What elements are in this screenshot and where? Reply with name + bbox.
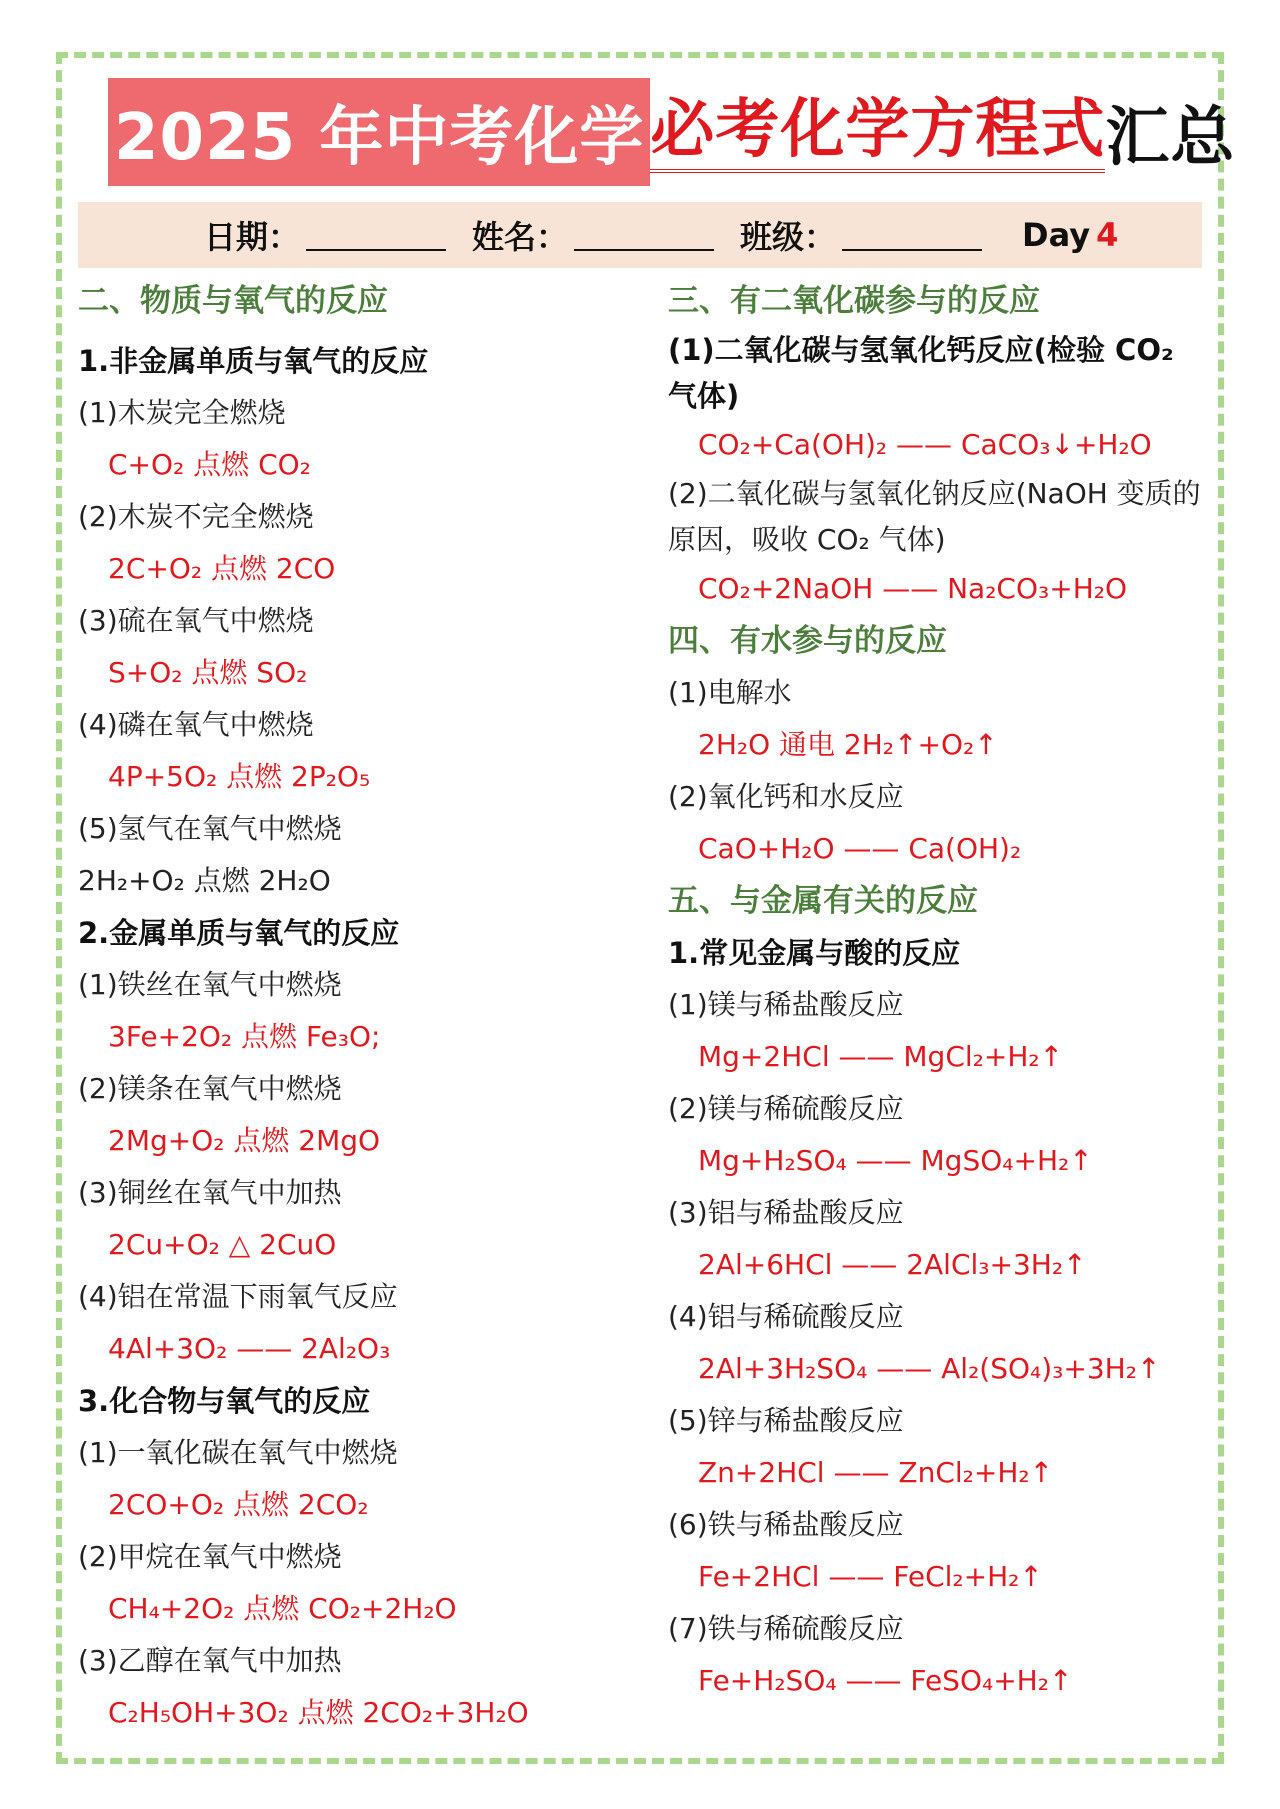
- reaction-label: (2)镁与稀硫酸反应: [668, 1092, 904, 1125]
- reaction-label: (3)乙醇在氧气中加热: [78, 1644, 342, 1677]
- subsection-heading: 1.常见金属与酸的反应: [668, 936, 961, 970]
- reaction-label: (2)木炭不完全燃烧: [78, 500, 314, 533]
- name-label: 姓名：: [472, 218, 569, 256]
- reaction-label: (3)铝与稀盐酸反应: [668, 1196, 904, 1229]
- section-heading: 四、有水参与的反应: [668, 623, 947, 659]
- equation: Zn+2HCl —— ZnCl₂+H₂↑: [698, 1456, 1054, 1489]
- reaction-label: (3)铜丝在氧气中加热: [78, 1176, 342, 1209]
- class-blank: [842, 219, 982, 251]
- reaction-label: (2)镁条在氧气中燃烧: [78, 1072, 342, 1105]
- equation: 2H₂+O₂ 点燃 2H₂O: [78, 864, 331, 897]
- reaction-label: (1)镁与稀盐酸反应: [668, 988, 904, 1021]
- reaction-label: (1)电解水: [668, 676, 792, 709]
- subsection-heading: 1.非金属单质与氧气的反应: [78, 344, 429, 378]
- equation: 2H₂O 通电 2H₂↑+O₂↑: [698, 728, 998, 761]
- title-part1: 2025 年中考化学: [108, 78, 650, 186]
- title-part3: 汇总: [1105, 101, 1236, 175]
- equation: 4Al+3O₂ —— 2Al₂O₃: [108, 1332, 391, 1365]
- equation: C+O₂ 点燃 CO₂: [108, 448, 311, 481]
- reaction-label: (4)铝在常温下雨氧气反应: [78, 1280, 398, 1313]
- equation: S+O₂ 点燃 SO₂: [108, 656, 308, 689]
- equation: 2C+O₂ 点燃 2CO: [108, 552, 336, 585]
- subsection-heading: 3.化合物与氧气的反应: [78, 1384, 371, 1418]
- reaction-label: (7)铁与稀硫酸反应: [668, 1612, 904, 1645]
- class-label: 班级：: [740, 218, 837, 256]
- equation: CH₄+2O₂ 点燃 CO₂+2H₂O: [108, 1592, 457, 1625]
- section-heading: 二、物质与氧气的反应: [78, 283, 388, 319]
- equation: CaO+H₂O —— Ca(OH)₂: [698, 832, 1022, 865]
- section-heading: 五、与金属有关的反应: [668, 883, 978, 919]
- reaction-label: (1)二氧化碳与氢氧化钙反应(检验 CO₂ 气体): [668, 333, 1174, 413]
- equation: 4P+5O₂ 点燃 2P₂O₅: [108, 760, 371, 793]
- info-bar: [78, 202, 1202, 268]
- equation: 2Al+6HCl —— 2AlCl₃+3H₂↑: [698, 1248, 1087, 1281]
- name-blank: [574, 219, 714, 251]
- equation: 2Al+3H₂SO₄ —— Al₂(SO₄)₃+3H₂↑: [698, 1352, 1161, 1385]
- left-column: [78, 275, 638, 1739]
- equation: 2Mg+O₂ 点燃 2MgO: [108, 1124, 381, 1157]
- reaction-label: (1)铁丝在氧气中燃烧: [78, 968, 342, 1001]
- equation: 2Cu+O₂ △ 2CuO: [108, 1228, 337, 1261]
- equation: C₂H₅OH+3O₂ 点燃 2CO₂+3H₂O: [108, 1696, 529, 1729]
- reaction-label: (3)硫在氧气中燃烧: [78, 604, 314, 637]
- subsection-heading: 2.金属单质与氧气的反应: [78, 916, 400, 950]
- date-label: 日期：: [204, 218, 301, 256]
- equation: Fe+H₂SO₄ —— FeSO₄+H₂↑: [698, 1664, 1073, 1697]
- reaction-label: (2)氧化钙和水反应: [668, 780, 904, 813]
- reaction-label: (5)氢气在氧气中燃烧: [78, 812, 342, 845]
- page-title: [108, 78, 1235, 186]
- reaction-label: (1)一氧化碳在氧气中燃烧: [78, 1436, 398, 1469]
- date-blank: [306, 219, 446, 251]
- title-part2: 必考化学方程式: [650, 91, 1105, 173]
- equation: 2CO+O₂ 点燃 2CO₂: [108, 1488, 369, 1521]
- reaction-label: (2)甲烷在氧气中燃烧: [78, 1540, 342, 1573]
- right-column: [668, 275, 1208, 1707]
- day-label: Day: [1022, 216, 1091, 254]
- equation: Fe+2HCl —— FeCl₂+H₂↑: [698, 1560, 1043, 1593]
- equation: CO₂+Ca(OH)₂ —— CaCO₃↓+H₂O: [698, 428, 1152, 461]
- equation: Mg+2HCl —— MgCl₂+H₂↑: [698, 1040, 1064, 1073]
- equation: 3Fe+2O₂ 点燃 Fe₃O;: [108, 1020, 381, 1053]
- equation: CO₂+2NaOH —— Na₂CO₃+H₂O: [698, 572, 1128, 605]
- reaction-label: (2)二氧化碳与氢氧化钠反应(NaOH 变质的原因，吸收 CO₂ 气体): [668, 477, 1201, 556]
- reaction-label: (4)磷在氧气中燃烧: [78, 708, 314, 741]
- reaction-label: (1)木炭完全燃烧: [78, 396, 286, 429]
- reaction-label: (5)锌与稀盐酸反应: [668, 1404, 904, 1437]
- day-number: 4: [1096, 216, 1119, 254]
- reaction-label: (4)铝与稀硫酸反应: [668, 1300, 904, 1333]
- reaction-label: (6)铁与稀盐酸反应: [668, 1508, 904, 1541]
- equation: Mg+H₂SO₄ —— MgSO₄+H₂↑: [698, 1144, 1093, 1177]
- section-heading: 三、有二氧化碳参与的反应: [668, 283, 1040, 319]
